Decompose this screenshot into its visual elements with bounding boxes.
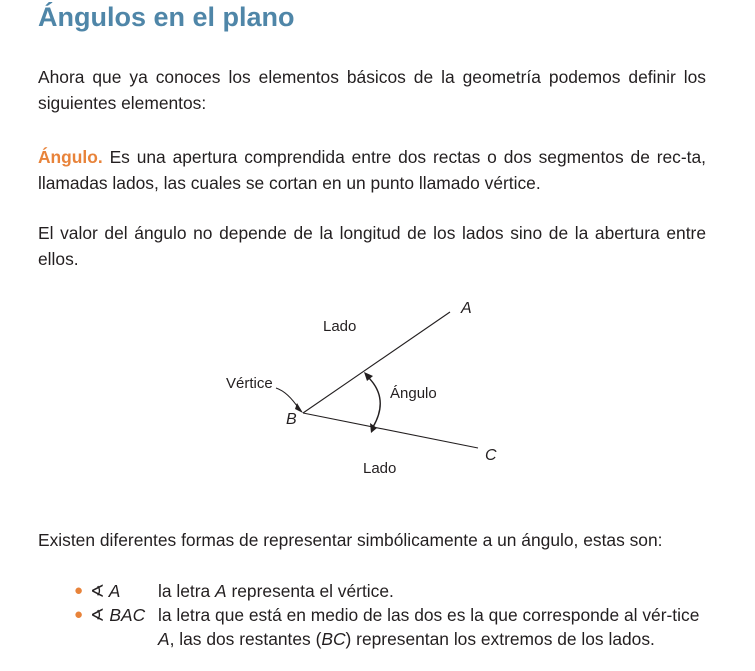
angle-arc-arrowhead-bottom — [370, 423, 377, 433]
definition-term: Ángulo. — [38, 147, 103, 167]
text-segment: , las dos restantes ( — [169, 629, 322, 649]
angle-arc — [367, 376, 380, 427]
forms-intro-paragraph: Existen diferentes formas de representar simbólicamente a un ángulo, estas son: — [38, 530, 663, 550]
bullet-dot-icon: ● — [74, 582, 84, 599]
definition-text: Es una apertura comprendida entre dos rectas o dos segmentos de rec-ta, llamadas lados, las cuales se cortan en un punto llamado vértice. — [38, 147, 706, 193]
side-bc-line — [303, 413, 478, 448]
point-b-label: B — [286, 411, 297, 428]
vertex-label: Vértice — [226, 375, 273, 392]
bullet-dot-icon: ● — [74, 606, 84, 623]
value-paragraph: El valor del ángulo no depende de la longitud de los lados sino de la abertura entre ellos. — [38, 223, 706, 269]
page-title: Ángulos en el plano — [38, 2, 295, 32]
point-c-label: C — [485, 447, 497, 464]
list-item — [74, 603, 714, 651]
text-segment: ) representan los extremos de los lados. — [345, 629, 655, 649]
angle-label: Ángulo — [390, 385, 437, 402]
side-bottom-label: Lado — [363, 460, 397, 477]
side-top-label: Lado — [323, 318, 357, 335]
variable-text: A — [158, 629, 170, 649]
text-segment: la letra que está en medio de las dos es la que corresponde al vér-tice — [158, 605, 700, 625]
list-item — [74, 579, 714, 603]
list-item-text — [158, 603, 714, 651]
angle-symbol: ∢ A — [90, 581, 121, 601]
angle-diagram — [200, 288, 520, 488]
text-segment: la letra — [158, 581, 216, 601]
definition-paragraph — [38, 144, 706, 196]
variable-text: A — [215, 581, 227, 601]
representation-list — [74, 579, 714, 651]
text-segment: representa el vértice. — [226, 581, 394, 601]
angle-symbol: ∢ BAC — [90, 605, 146, 625]
list-item-text — [158, 579, 714, 603]
variable-text: BC — [321, 629, 346, 649]
vertex-pointer — [276, 388, 299, 409]
intro-paragraph: Ahora que ya conoces los elementos básicos de la geometría podemos definir los siguientes elementos: — [38, 67, 706, 113]
point-a-label: A — [461, 300, 472, 317]
angle-arc-arrowhead-top — [364, 372, 373, 381]
